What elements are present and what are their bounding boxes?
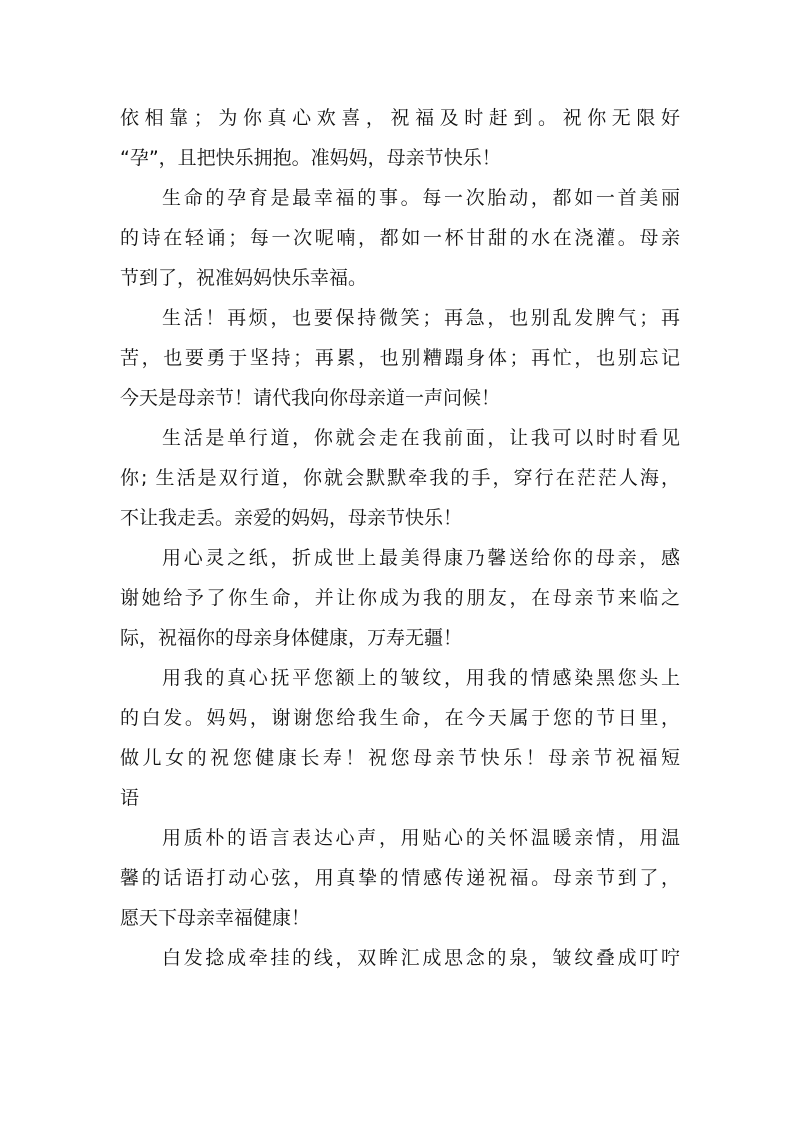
text-line-2: “孕”，且把快乐拥抱。准妈妈，母亲节快乐！ <box>120 147 501 169</box>
text-line-16: 的白发。妈妈，谢谢您给我生命，在今天属于您的节日里， <box>120 707 680 729</box>
text-line-7: 苦，也要勇于坚持；再累，也别糟蹋身体；再忙，也别忘记 <box>120 347 680 369</box>
text-line-6: 生活！再烦，也要保持微笑；再急，也别乱发脾气；再 <box>162 307 680 329</box>
text-line-4: 的诗在轻诵；每一次呢喃，都如一杯甘甜的水在浇灌。母亲 <box>120 227 680 249</box>
text-line-12: 用心灵之纸，折成世上最美得康乃馨送给你的母亲，感 <box>162 547 680 569</box>
text-line-5: 节到了，祝准妈妈快乐幸福。 <box>120 267 368 289</box>
text-line-3: 生命的孕育是最幸福的事。每一次胎动，都如一首美丽 <box>162 187 680 209</box>
text-line-10: 你; 生活是双行道，你就会默默牵我的手，穿行在茫茫人海， <box>120 467 680 489</box>
text-line-21: 愿天下母亲幸福健康！ <box>120 907 311 929</box>
text-line-17: 做儿女的祝您健康长寿！祝您母亲节快乐！母亲节祝福短 <box>120 747 680 769</box>
text-line-11: 不让我走丢。亲爱的妈妈，母亲节快乐！ <box>120 507 463 529</box>
text-line-14: 际，祝福你的母亲身体健康，万寿无疆！ <box>120 627 463 649</box>
text-line-15: 用我的真心抚平您额上的皱纹，用我的情感染黑您头上 <box>162 667 680 689</box>
text-line-22: 白发捻成牵挂的线，双眸汇成思念的泉，皱纹叠成叮咛 <box>162 947 680 969</box>
text-line-19: 用质朴的语言表达心声，用贴心的关怀温暖亲情，用温 <box>162 827 680 849</box>
text-line-13: 谢她给予了你生命，并让你成为我的朋友，在母亲节来临之 <box>120 587 680 609</box>
text-line-8: 今天是母亲节！请代我向你母亲道一声问候！ <box>120 387 501 409</box>
text-line-20: 馨的话语打动心弦，用真挚的情感传递祝福。母亲节到了， <box>120 867 680 889</box>
text-line-9: 生活是单行道，你就会走在我前面，让我可以时时看见 <box>162 427 680 449</box>
text-line-18: 语 <box>120 787 140 809</box>
text-line-1: 依相靠；为你真心欢喜，祝福及时赶到。祝你无限好 <box>120 107 680 129</box>
document-body <box>120 98 680 978</box>
